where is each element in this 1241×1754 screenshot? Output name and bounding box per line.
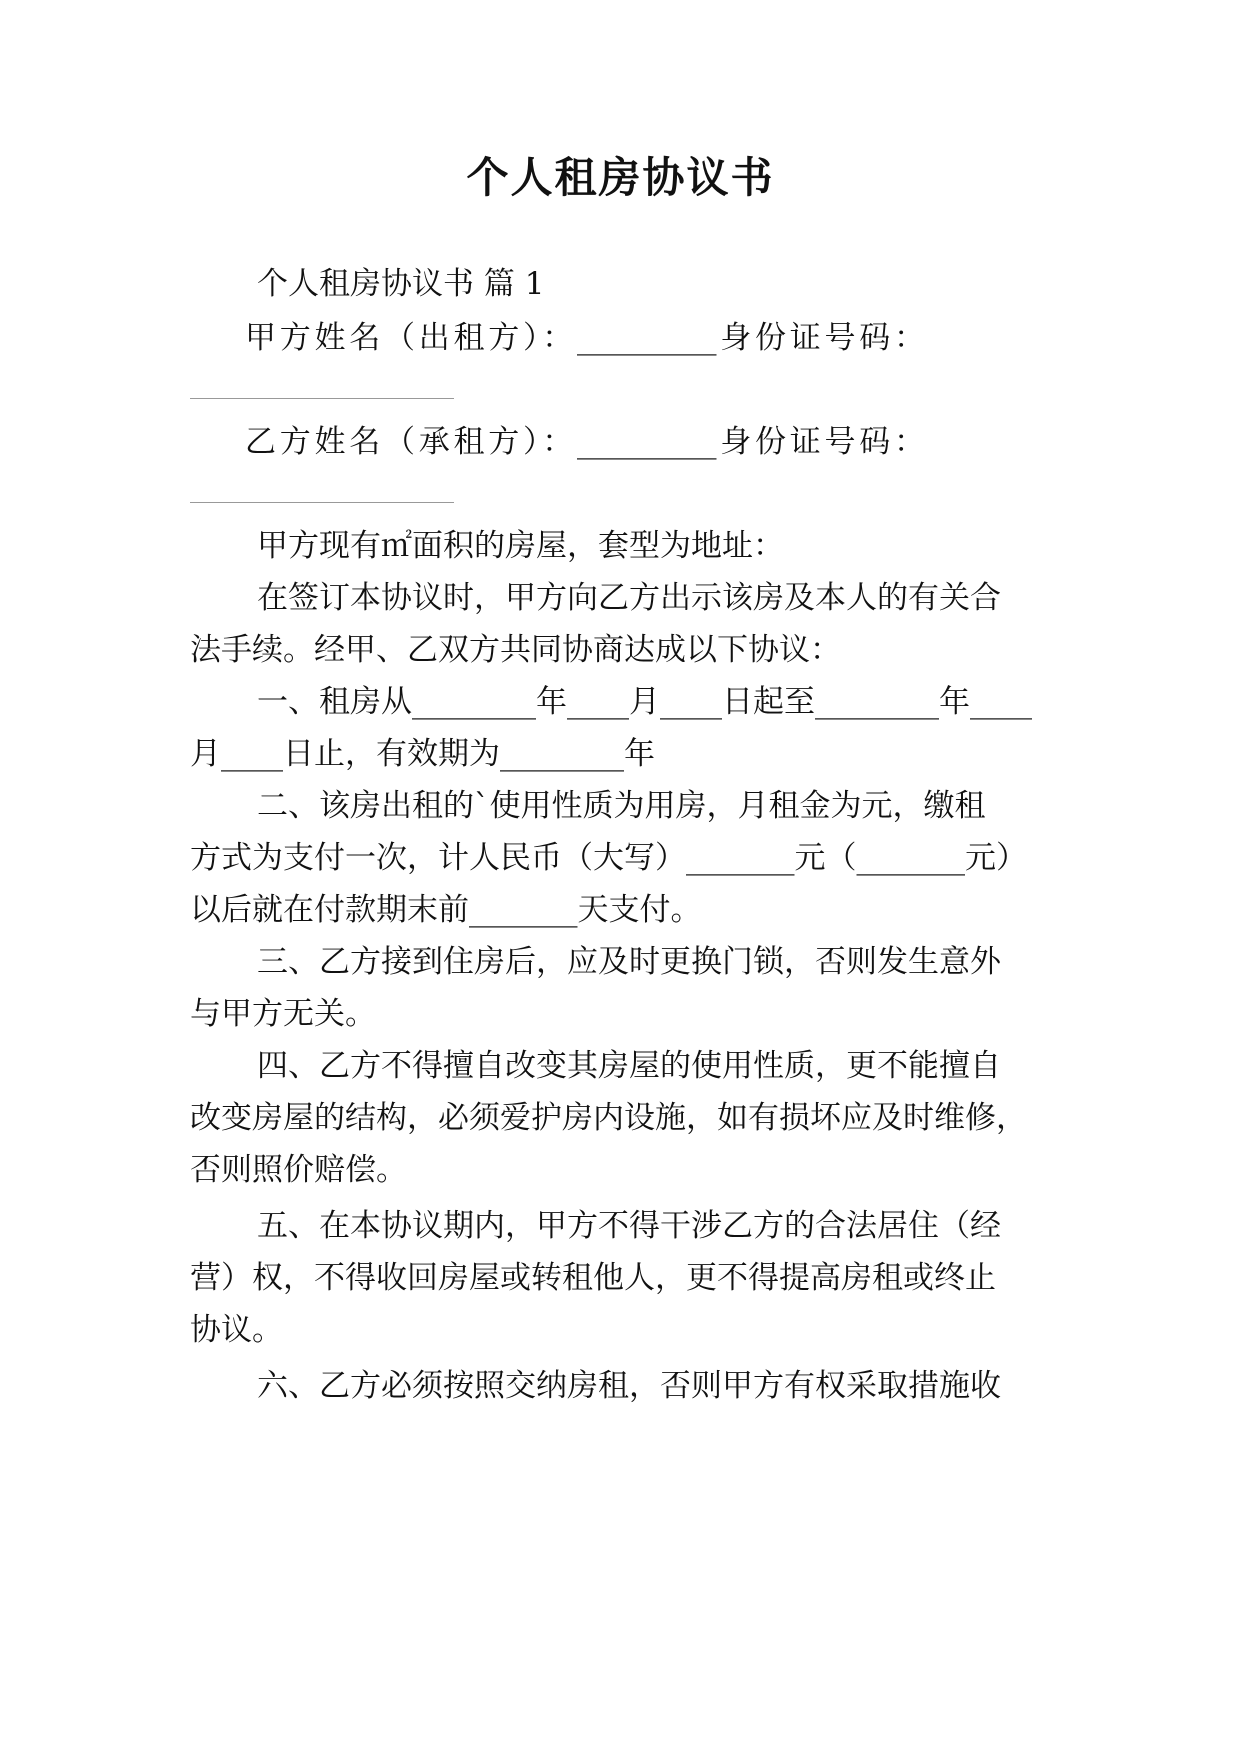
party-b-line: 乙方姓名（承租方）：_________身份证号码： [245, 424, 925, 460]
paragraph-line: 三、乙方接到住房后，应及时更换门锁，否则发生意外 [257, 944, 1001, 980]
paragraph-line: 改变房屋的结构，必须爱护房内设施，如有损坏应及时维修， [190, 1100, 1027, 1136]
document-title: 个人租房协议书 [466, 153, 775, 202]
paragraph-line: 六、乙方必须按照交纳房租，否则甲方有权采取措施收 [257, 1368, 1001, 1404]
paragraph-line: 否则照价赔偿。 [190, 1152, 407, 1188]
paragraph-line: 在签订本协议时，甲方向乙方出示该房及本人的有关合 [257, 580, 1001, 616]
party-a-line: 甲方姓名（出租方）：_________身份证号码： [245, 320, 925, 356]
party-b-id-blank [190, 502, 454, 503]
paragraph-line: 四、乙方不得擅自改变其房屋的使用性质，更不能擅自 [257, 1048, 1001, 1084]
paragraph-line: 方式为支付一次，计人民币（大写）_______元（_______元） [190, 840, 1027, 876]
paragraph-line: 协议。 [190, 1312, 283, 1348]
paragraph-line: 甲方现有㎡面积的房屋，套型为地址： [257, 528, 784, 564]
section-heading: 个人租房协议书 篇 1 [257, 266, 545, 302]
party-a-id-blank [190, 398, 454, 399]
paragraph-line: 与甲方无关。 [190, 996, 376, 1032]
paragraph-line: 一、租房从________年____月____日起至________年____ [257, 684, 1032, 720]
paragraph-line: 营）权，不得收回房屋或转租他人，更不得提高房租或终止 [190, 1260, 996, 1296]
paragraph-line: 二、该房出租的`使用性质为用房，月租金为元，缴租 [257, 788, 986, 824]
paragraph-line: 五、在本协议期内，甲方不得干涉乙方的合法居住（经 [257, 1208, 1001, 1244]
paragraph-line: 以后就在付款期末前_______天支付。 [190, 892, 702, 928]
paragraph-line: 法手续。经甲、乙双方共同协商达成以下协议： [190, 632, 841, 668]
paragraph-line: 月____日止，有效期为________年 [190, 736, 655, 772]
